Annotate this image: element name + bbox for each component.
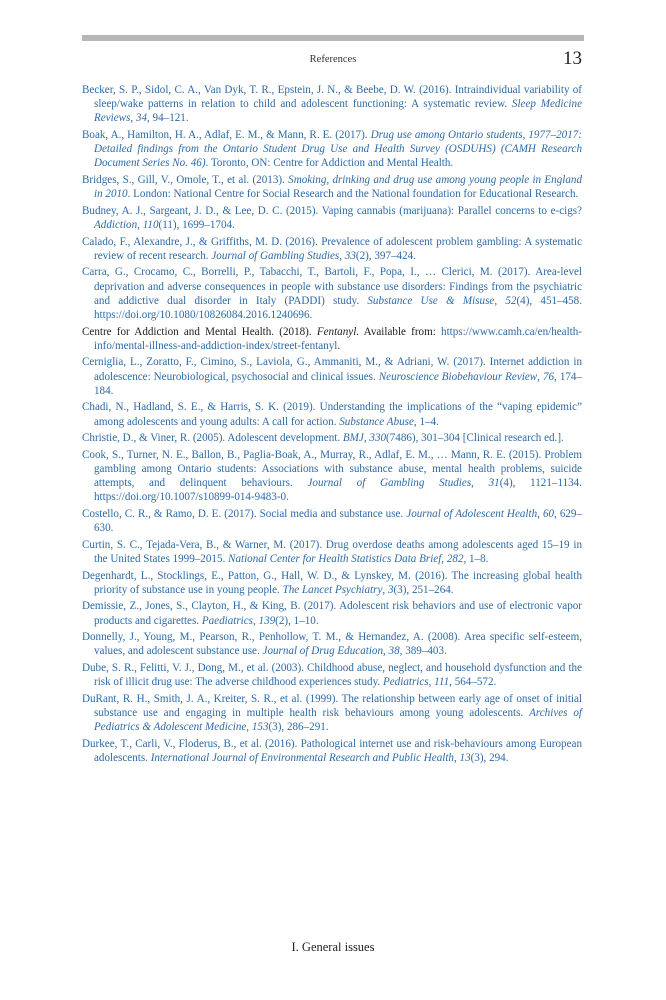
reference-text: Centre for Addiction and Mental Health. (2018). [82, 325, 317, 338]
reference-entry [82, 599, 582, 627]
reference-text: , [382, 583, 388, 596]
reference-italic-text: 153 [251, 721, 269, 734]
reference-italic-text: 34 [135, 112, 147, 125]
reference-italic-text: 282 [446, 552, 464, 565]
reference-text: https://www.camh.ca/en/health-info/mental-illness-and-addiction-index/street-fentanyl [94, 325, 583, 352]
reference-entry [82, 400, 582, 428]
reference-text: , 1–4. [413, 415, 439, 428]
reference-entry [82, 737, 582, 765]
reference-entry [82, 569, 582, 597]
reference-entry [82, 128, 582, 171]
reference-italic-text: 13 [459, 751, 471, 764]
reference-italic-text: Archives of Pediatrics & Adolescent Medicine [94, 706, 582, 734]
reference-entry [82, 235, 582, 263]
reference-text: , [137, 219, 143, 231]
reference-text: , 1–8. [463, 552, 489, 565]
reference-italic-text: Pediatrics [382, 676, 429, 689]
reference-italic-text: 38 [388, 645, 400, 658]
reference-entry [82, 173, 582, 201]
reference-italic-text: Paediatrics [201, 614, 253, 627]
reference-italic-text: Journal of Gambling Studies [307, 477, 472, 490]
reference-text: (3), 286–291. [268, 721, 329, 734]
reference-text: , 629–630. [94, 507, 583, 535]
reference-text: , [441, 552, 447, 565]
reference-italic-text: Journal of Adolescent Health [406, 507, 538, 520]
reference-entry [82, 507, 582, 535]
reference-entry [82, 538, 582, 566]
reference-italic-text: Fentanyl [316, 325, 357, 338]
reference-text: . Available from: [356, 325, 442, 338]
reference-text: Demissie, Z., Jones, S., Clayton, H., & King, B. (2017). Adolescent risk behaviors and use of electronic vapor products and cigarettes. [82, 600, 582, 627]
reference-text: Budney, A. J., Sargeant, J. D., & Lee, D. C. (2015). Vaping cannabis (marijuana): Parallel concerns to e-cigs? [82, 204, 582, 217]
reference-entry [82, 661, 582, 689]
reference-italic-text: 52 [505, 294, 517, 307]
footer-section-title: I. General issues [291, 940, 375, 954]
reference-italic-text: 330 [369, 432, 387, 445]
reference-italic-text: Addiction [94, 219, 138, 231]
reference-text: Christie, D., & Viner, R. (2005). Adolescent development. [82, 432, 343, 445]
reference-italic-text: Smoking, drinking and drug use among young people in England in 2010 [94, 174, 582, 201]
reference-text: , [252, 614, 259, 627]
reference-italic-text: 3 [387, 583, 394, 596]
reference-italic-text: 33 [344, 249, 356, 262]
reference-text: Dube, S. R., Felitti, V. J., Dong, M., et al. (2003). Childhood abuse, neglect, and household dysfunction and the risk of illicit drug use: The adverse childhood experiences study. [82, 661, 582, 689]
reference-text: (4), 451–458. https://doi.org/10.1080/10826084.2016.1240696. [94, 294, 582, 321]
reference-text: , [428, 676, 435, 689]
reference-entry [82, 431, 582, 445]
reference-entry [82, 692, 582, 735]
reference-text: , 174–184. [94, 370, 583, 397]
reference-text: , [537, 507, 543, 520]
reference-text: , [130, 112, 136, 125]
reference-entry [82, 448, 582, 505]
reference-text: Becker, S. P., Sidol, C. A., Van Dyk, T. R., Epstein, J. N., & Beebe, D. W. (2016). Intraindividual variability of sleep/wake patterns in relation to child and adolescent functioning: A systematic review. [82, 84, 582, 111]
reference-text: (2), 1–10. [275, 614, 319, 627]
reference-italic-text: International Journal of Environmental Research and Public Health [150, 751, 454, 764]
reference-italic-text: 76 [542, 370, 555, 383]
reference-text: (4), 1121–1134. https://doi.org/10.1007/s10899-014-9483-0. [94, 477, 582, 504]
reference-text: Cook, S., Turner, N. E., Ballon, B., Paglia-Boak, A., Murray, R., Adlaf, E. M., … Mann, R. E. (2015). Problem gambling among Ontario students: Associations with substance abuse, mental health problems, suicide attempts, and delinquent behaviours. [82, 448, 582, 490]
reference-text: , 564–572. [449, 676, 497, 689]
reference-text: Cerniglia, L., Zoratto, F., Cimino, S., Laviola, G., Ammaniti, M., & Adriani, W. (2017). Internet addiction in adolescence: Neurobiological, psychosocial and clinical issues. [82, 356, 582, 383]
reference-text: , 389–403. [399, 645, 447, 658]
reference-text: , [339, 249, 345, 262]
reference-italic-text: Substance Abuse [339, 415, 414, 428]
reference-italic-text: The Lancet Psychiatry [282, 583, 383, 596]
reference-italic-text: 139 [258, 614, 276, 627]
header-rule [82, 35, 584, 41]
reference-entry [82, 204, 582, 232]
reference-italic-text: Substance Use & Misuse [367, 294, 495, 307]
reference-text: , [363, 432, 370, 445]
reference-italic-text: 60 [542, 507, 555, 520]
page-number: 13 [563, 48, 582, 69]
reference-text: Degenhardt, L., Stocklings, E., Patton, G., Hall, W. D., & Lynskey, M. (2016). The increasing global health priority of substance use in young people. [82, 569, 582, 596]
reference-text: Durkee, T., Carli, V., Floderus, B., et al. (2016). Pathological internet use and risk-behaviours among European adolescents. [82, 737, 582, 764]
reference-entry [82, 83, 582, 126]
reference-text: , [537, 370, 543, 383]
reference-text: Donnelly, J., Young, M., Pearson, R., Penhollow, T. M., & Hernandez, A. (2008). Area specific self-esteem, values, and adolescent substance use. [82, 631, 582, 658]
reference-text: , 94–121. [147, 112, 189, 125]
reference-italic-text: BMJ [342, 432, 364, 445]
reference-text: Bridges, S., Gill, V., Omole, T., et al. (2013). [82, 174, 289, 186]
reference-text: (3), 294. [470, 751, 509, 764]
reference-text: (3), 251–264. [393, 583, 454, 596]
reference-text: Costello, C. R., & Ramo, D. E. (2017). Social media and substance use. [82, 507, 407, 520]
reference-italic-text: 111 [434, 676, 450, 689]
reference-italic-text: 110 [142, 219, 159, 231]
reference-entry [82, 355, 582, 398]
reference-italic-text: Journal of Drug Education [262, 645, 383, 658]
reference-text: , [471, 477, 489, 490]
reference-text: , [494, 294, 506, 307]
reference-text: . [337, 339, 341, 352]
reference-text: , [453, 751, 460, 764]
reference-italic-text: Sleep Medicine Reviews [94, 98, 582, 125]
reference-text: , [383, 645, 389, 658]
reference-text: Boak, A., Hamilton, H. A., Adlaf, E. M., & Mann, R. E. (2017). [82, 129, 371, 141]
reference-text: Chadi, N., Hadland, S. E., & Harris, S. K. (2019). Understanding the implications of the “vaping epidemic” among adolescents and young adults: A call for action. [82, 401, 582, 428]
reference-italic-text: National Center for Health Statistics Data Brief [228, 552, 442, 565]
reference-text: . London: National Centre for Social Research and the National foundation for Educational Research. [127, 188, 579, 201]
reference-list [82, 83, 582, 768]
reference-text: Curtin, S. C., Tejada-Vera, B., & Warner, M. (2017). Drug overdose deaths among adolescents aged 15–19 in the United States 1999–2015. [82, 538, 582, 565]
reference-italic-text: Journal of Gambling Studies [211, 249, 340, 262]
reference-entry [82, 265, 582, 322]
running-title: References [309, 54, 357, 65]
reference-text: . Toronto, ON: Centre for Addiction and Mental Health. [205, 157, 454, 170]
reference-text: (2), 397–424. [355, 249, 416, 262]
reference-italic-text: 31 [488, 477, 500, 490]
reference-text: (7486), 301–304 [Clinical research ed.]. [386, 432, 564, 445]
reference-italic-text: Drug use among Ontario students, 1977–2017: Detailed findings from the Ontario Student Drug Use and Health Survey (OSDUHS) (CAMH Research Document Series No. 46) [94, 129, 582, 170]
reference-entry [82, 325, 582, 353]
reference-entry [82, 630, 582, 658]
reference-italic-text: Neuroscience Biobehaviour Review [378, 370, 538, 383]
reference-text: Carra, G., Crocamo, C., Borrelli, P., Tabacchi, T., Bartoli, F., Popa, I., … Clerici, M. (2017). Area-level deprivation and adverse consequences in people with substance use disorders: Findings from the psychiatric and addictive dual disorder in Italy (PADDI) study. [82, 266, 582, 307]
reference-text: (11), 1699–1704. [158, 219, 235, 231]
running-header [82, 49, 584, 69]
reference-text: , [246, 721, 252, 734]
reference-text: DuRant, R. H., Smith, J. A., Kreiter, S. R., et al. (1999). The relationship between early age of onset of initial substance use and engaging in multiple health risk behaviours among young adolescents. [82, 692, 582, 719]
reference-text: Calado, F., Alexandre, J., & Griffiths, M. D. (2016). Prevalence of adolescent problem gambling: A systematic review of recent research. [82, 235, 582, 262]
